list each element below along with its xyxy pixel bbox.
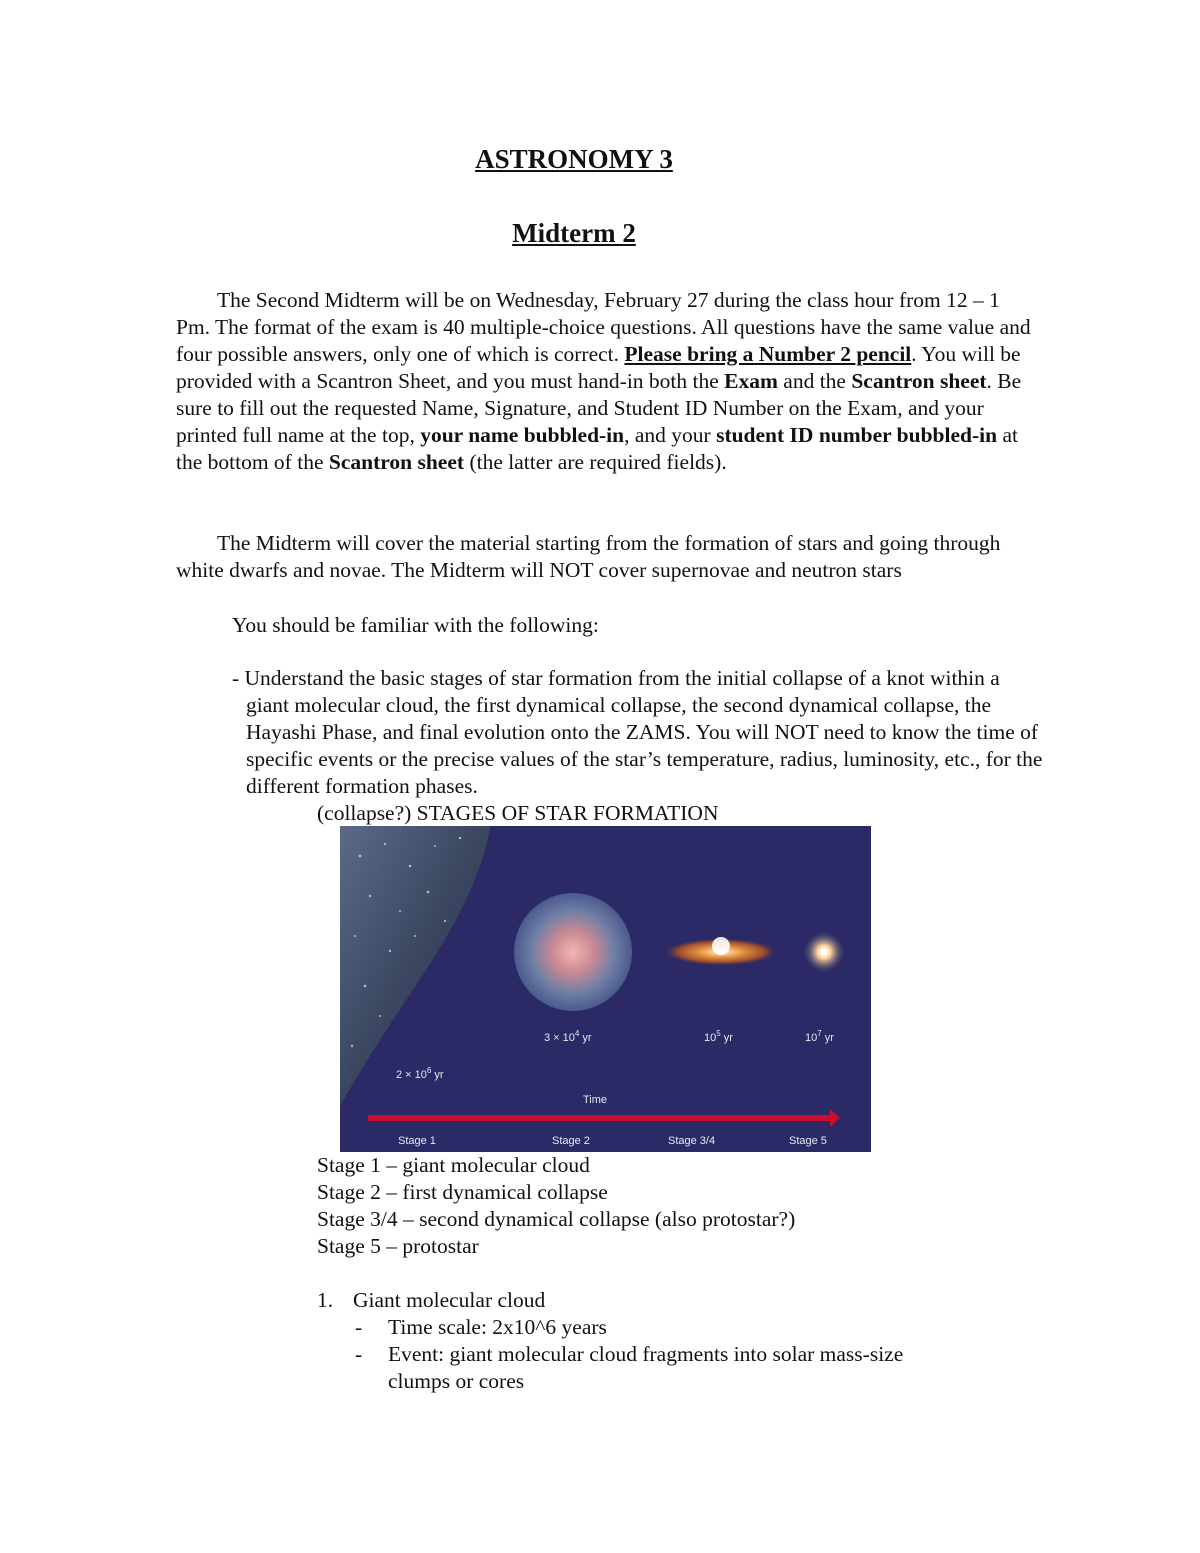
- text-run: (the latter are required fields).: [464, 450, 727, 474]
- text-run: , and your: [624, 423, 717, 447]
- bold-underlined-run: Please bring a Number 2 pencil: [624, 342, 912, 366]
- text-run: . Be sure to fill out the requested Name, Signature, and Student ID Number on the Exam, and your printed full name at the top,: [176, 369, 1022, 447]
- text-run: and the: [777, 369, 852, 393]
- figure-caption: (collapse?) STAGES OF STAR FORMATION: [317, 801, 719, 825]
- document-subtitle: Midterm 2: [512, 218, 636, 248]
- stage-list-item: Stage 5 – protostar: [317, 1234, 479, 1258]
- stage-list-item: Stage 2 – first dynamical collapse: [317, 1180, 608, 1204]
- stage-list-item: Stage 1 – giant molecular cloud: [317, 1153, 590, 1177]
- stage-label-2: Stage 2: [552, 1135, 590, 1147]
- text-run: The Second Midterm will be on Wednesday, February 27 during the class hour from 12 – 1 Pm. The format of the exam is 40 multiple-choice questions. All questions have the same value and four possible answers, only one of which is correct.: [176, 288, 1031, 366]
- numbered-heading: Giant molecular cloud: [353, 1288, 546, 1312]
- numbered-marker: 1.: [317, 1288, 334, 1312]
- star-formation-figure: [340, 826, 871, 1152]
- star-formation-bullet: - Understand the basic stages of star formation from the initial collapse of a knot within a giant molecular cloud, the first dynamical collapse, the second dynamical collapse, the Hayashi Phase, and final evolution onto the ZAMS. You will NOT need to know the time of specific events or the precise values of the star’s temperature, radius, luminosity, etc., for the different formation phases.: [232, 666, 1043, 798]
- bold-run: Exam: [724, 369, 778, 393]
- time-axis-label: Time: [583, 1094, 608, 1106]
- star-formation-illustration: [340, 826, 871, 1152]
- stage-label-34: Stage 3/4: [668, 1135, 716, 1147]
- bold-run: Scantron sheet: [851, 369, 987, 393]
- bold-run: your name bubbled-in: [420, 423, 625, 447]
- stage-list-item: Stage 3/4 – second dynamical collapse (also protostar?): [317, 1207, 796, 1231]
- exam-info-paragraph: [176, 287, 1036, 476]
- document-title: ASTRONOMY 3: [475, 144, 673, 174]
- bold-run: Scantron sheet: [328, 450, 465, 474]
- dash-marker: -: [355, 1342, 363, 1366]
- young-star-core: [820, 948, 828, 956]
- disk-star-glow: [712, 937, 730, 955]
- time-label-stage1: $2 \times 10^6$ yr: [396, 1066, 444, 1081]
- coverage-paragraph: The Midterm will cover the material starting from the formation of stars and going through white dwarfs and novae. The Midterm will NOT cover supernovae and neutron stars: [176, 531, 1001, 582]
- sub-item-event: Event: giant molecular cloud fragments into solar mass-size: [388, 1342, 904, 1366]
- time-arrow-shaft: [368, 1115, 832, 1121]
- bold-run: student ID number bubbled-in: [716, 423, 998, 447]
- stage-label-1: Stage 1: [398, 1135, 436, 1147]
- collapsing-core: [514, 893, 632, 1011]
- text-run: . You will be provided with a Scantron Sheet, and you must hand-in both the: [176, 342, 1021, 393]
- sub-item-timescale: Time scale: 2x10^6 years: [388, 1315, 607, 1339]
- dash-marker: -: [355, 1315, 363, 1339]
- time-label-stage34: $10^5$ yr: [704, 1029, 733, 1044]
- time-label-stage5: $10^7$ yr: [805, 1029, 834, 1044]
- familiar-intro: You should be familiar with the following:: [232, 613, 599, 637]
- text-run: at the bottom of the: [176, 423, 1018, 474]
- time-label-stage2: $3 \times 10^4$ yr: [544, 1029, 592, 1044]
- sub-item-event-continued: clumps or cores: [388, 1369, 525, 1393]
- stage-label-5: Stage 5: [789, 1135, 827, 1147]
